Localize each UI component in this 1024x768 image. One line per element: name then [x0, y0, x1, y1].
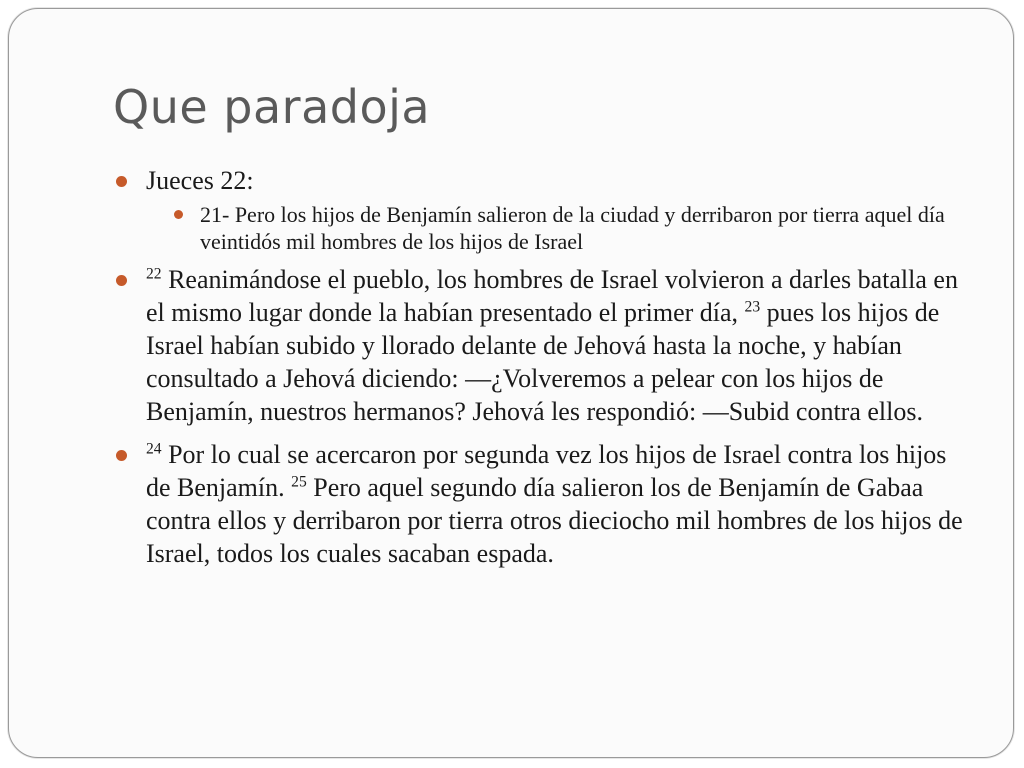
verse-22-text: Reanimándose el pueblo, los hombres de Israel volvieron a darles batalla en el mismo lugar donde la habían presentado el primer día,	[146, 265, 958, 327]
sub-bullet-list	[146, 201, 966, 255]
sub-bullet-verse-21: 21- Pero los hijos de Benjamín salieron de la ciudad y derribaron por tierra aquel día veintidós mil hombres de los hijos de Israel	[174, 201, 966, 255]
slide-body	[116, 164, 966, 576]
verse-number-23: 23	[744, 298, 761, 316]
bullet-jueces-22	[116, 164, 966, 255]
verse-number-22: 22	[146, 265, 162, 283]
verse-24-text: Por lo cual se acercaron por segunda vez los hijos de Israel contra los hijos de Benjamín.	[146, 440, 947, 502]
verse-number-25: 25	[291, 473, 307, 491]
slide-title: Que paradoja	[113, 80, 431, 134]
bullet-verses-24-25	[116, 438, 966, 570]
bullet-jueces-22-text: Jueces 22:	[146, 166, 254, 195]
verse-number-24: 24	[146, 440, 162, 458]
verse-25-text: Pero aquel segundo día salieron los de Benjamín de Gabaa contra ellos y derribaron por tierra otros dieciocho mil hombres de los hijos de Israel, todos los cuales sacaban espada.	[146, 473, 963, 568]
bullet-verses-22-23	[116, 263, 966, 428]
verse-23-text: pues los hijos de Israel habían subido y llorado delante de Jehová hasta la noche, y habían consultado a Jehová diciendo: —¿Volveremos a pelear con los hijos de Benjamín, nuestros hermanos? Jehová les respondió: —Subid contra ellos.	[146, 298, 940, 426]
